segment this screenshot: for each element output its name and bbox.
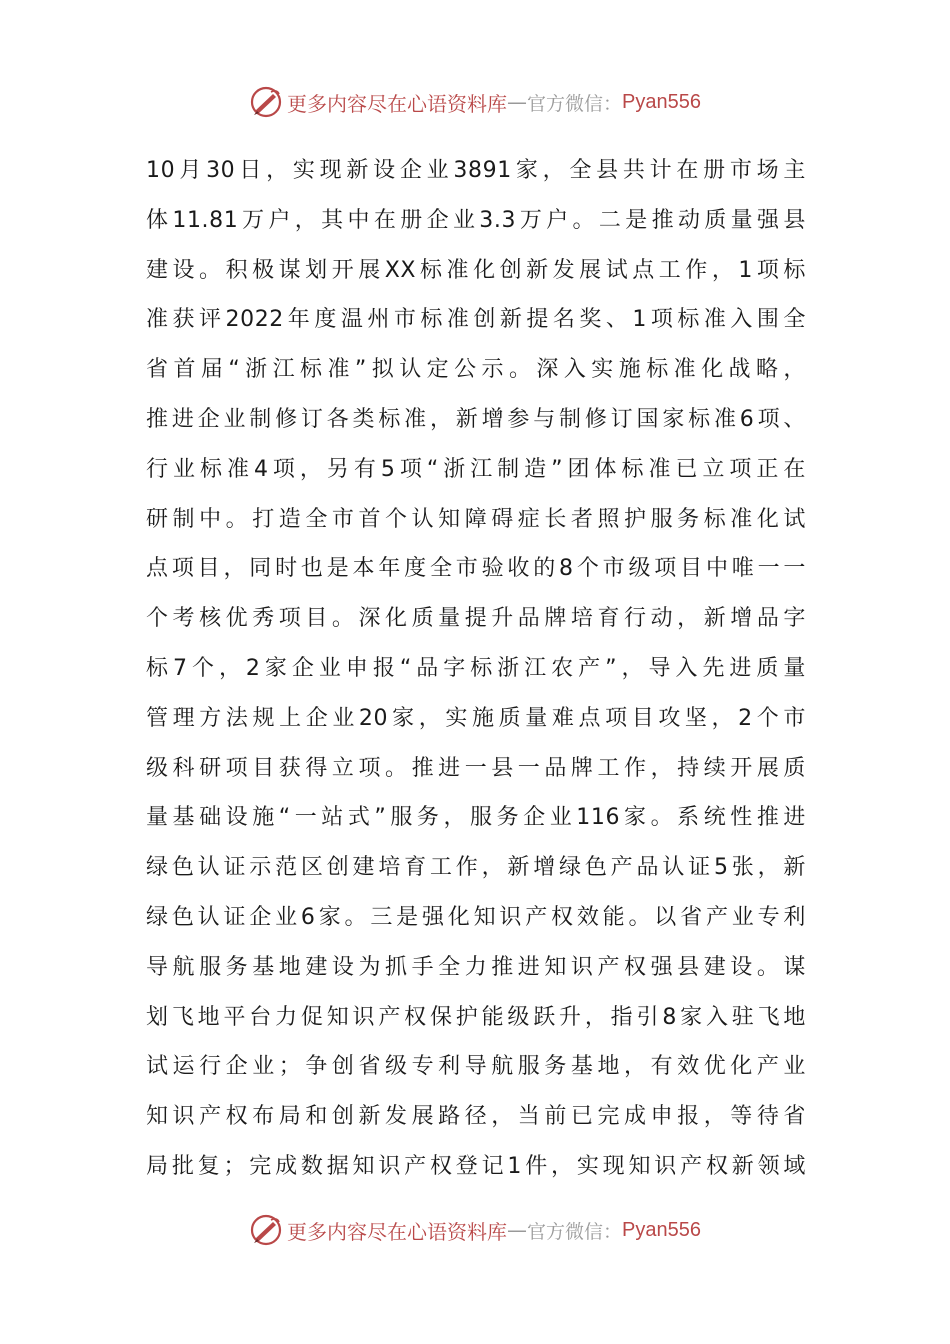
wechat-label: 官方微信： — [527, 92, 623, 115]
body-line: 省首届“浙江标准”拟认定公示。深入实施标准化战略， — [146, 357, 806, 383]
body-line: 体11.81万户，其中在册企业3.3万户。二是推动质量强县 — [146, 207, 806, 233]
wechat-id: Pyan556 — [622, 90, 701, 113]
document-body — [146, 146, 806, 1192]
banner-dash: — — [507, 90, 527, 114]
body-line: 个考核优秀项目。深化质量提升品牌培育行动，新增品字 — [146, 606, 806, 632]
wechat-label: 官方微信： — [527, 1220, 623, 1243]
body-line: 管理方法规上企业20家，实施质量难点项目攻坚，2个市 — [146, 705, 806, 731]
banner-slogan: 更多内容尽在心语资料库 — [287, 91, 507, 116]
wechat-id: Pyan556 — [622, 1218, 701, 1241]
body-line: 研制中。打造全市首个认知障碍症长者照护服务标准化试 — [146, 506, 806, 532]
body-line: 绿色认证示范区创建培育工作，新增绿色产品认证5张，新 — [146, 855, 806, 881]
body-line: 试运行企业；争创省级专利导航服务基地，有效优化产业 — [146, 1054, 806, 1080]
body-line: 导航服务基地建设为抓手全力推进知识产权强县建设。谋 — [146, 954, 806, 980]
footer-banner — [0, 1210, 950, 1250]
body-line: 划飞地平台力促知识产权保护能级跃升，指引8家入驻飞地 — [146, 1004, 806, 1030]
body-line: 绿色认证企业6家。三是强化知识产权效能。以省产业专利 — [146, 904, 806, 930]
body-line: 建设。积极谋划开展XX标准化创新发展试点工作，1项标 — [146, 257, 806, 283]
pen-logo-icon — [249, 1213, 283, 1247]
body-line: 点项目，同时也是本年度全市验收的8个市级项目中唯一一 — [146, 556, 806, 582]
body-line: 推进企业制修订各类标准，新增参与制修订国家标准6项、 — [146, 406, 806, 432]
body-line: 局批复；完成数据知识产权登记1件，实现知识产权新领域 — [146, 1153, 806, 1179]
body-line: 标7个，2家企业申报“品字标浙江农产”，导入先进质量 — [146, 655, 806, 681]
body-line: 量基础设施“一站式”服务，服务企业116家。系统性推进 — [146, 805, 806, 831]
body-line: 知识产权布局和创新发展路径，当前已完成申报，等待省 — [146, 1104, 806, 1130]
body-line: 准获评2022年度温州市标准创新提名奖、1项标准入围全 — [146, 307, 806, 333]
body-line: 行业标准4项，另有5项“浙江制造”团体标准已立项正在 — [146, 456, 806, 482]
header-banner — [0, 82, 950, 122]
body-line: 10月30日，实现新设企业3891家，全县共计在册市场主 — [146, 158, 806, 183]
banner-slogan: 更多内容尽在心语资料库 — [287, 1219, 507, 1244]
banner-dash: — — [507, 1218, 527, 1242]
pen-logo-icon — [249, 85, 283, 119]
body-line: 级科研项目获得立项。推进一县一品牌工作，持续开展质 — [146, 755, 806, 781]
